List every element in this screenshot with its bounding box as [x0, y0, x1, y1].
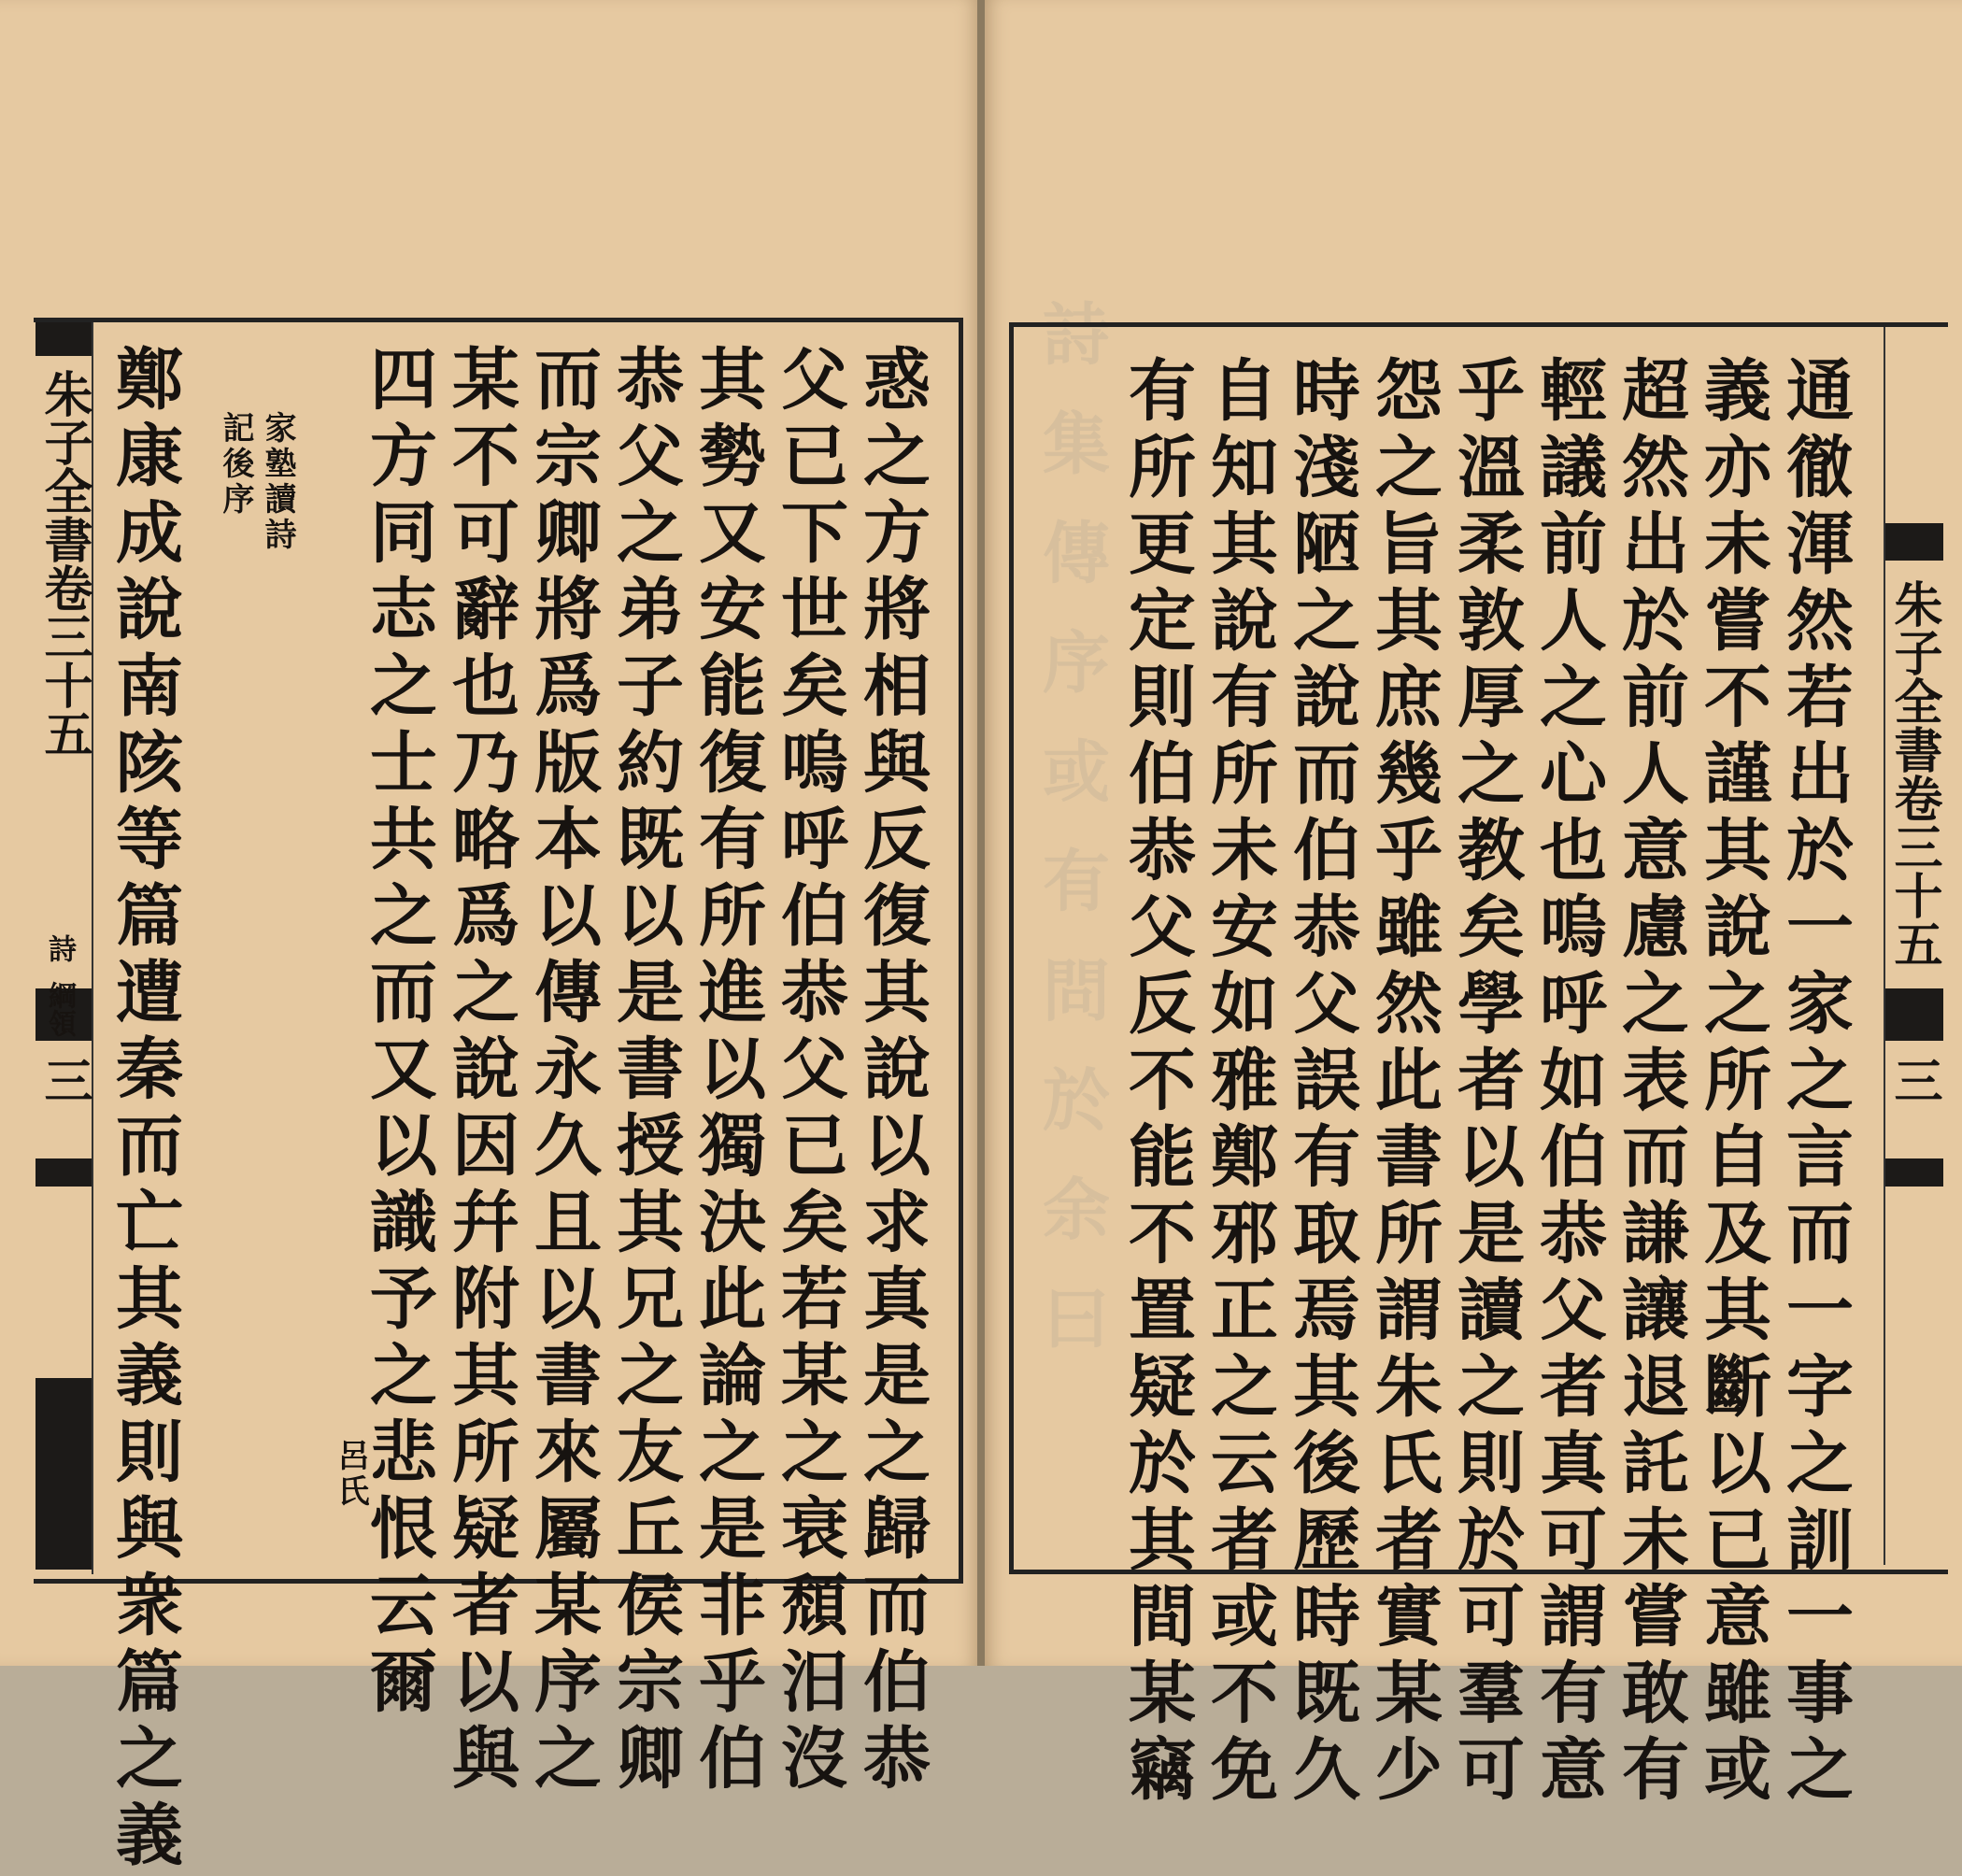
right-fishtail-bottom: [1885, 1158, 1943, 1187]
left-text-column-6: 某不可辭也乃略爲之說因幷附其所疑者以與: [441, 344, 520, 1799]
right-fishtail-mid: [1885, 988, 1943, 1041]
left-text-column-7: 四方同志之士共之而又以識予之悲恨云爾: [359, 344, 438, 1723]
right-header-title: 朱子全書卷三十五: [1885, 579, 1942, 968]
right-header-folio: 三: [1885, 1056, 1942, 1104]
left-fishtail-top: [36, 322, 92, 356]
show-through-text: 詩 集 傳 序 或 有 問 於 余 曰: [1031, 299, 1111, 1360]
left-text-column-3: 其勢又安能復有所進以獨決此論之是非乎伯: [688, 344, 767, 1799]
left-black-mouth: [36, 1378, 92, 1570]
right-text-column-9: 有所更定則伯恭父反不能不置疑於其間某竊: [1117, 355, 1197, 1811]
left-text-column-1: 惑之方將相與反復其說以求真是之歸而伯恭: [852, 344, 931, 1799]
right-text-column-6: 怨之旨其庶幾乎雖然此書所謂朱氏者實某少: [1364, 355, 1443, 1811]
right-fishtail-top: [1885, 523, 1943, 561]
right-text-column-5: 乎溫柔敦厚之教矣學者以是讀之則於可羣可: [1446, 355, 1526, 1811]
left-text-column-5: 而宗卿將爲版本以傳永久且以書來屬某序之: [523, 344, 603, 1799]
left-fishtail-bottom: [36, 1158, 92, 1187]
right-text-column-3: 超然出於前人意慮之表而謙讓退託未嘗敢有: [1611, 355, 1690, 1811]
right-text-column-8: 自知其說有所未安如雅鄭邪正之云者或不免: [1200, 355, 1279, 1811]
right-text-column-7: 時淺陋之說而伯恭父誤有取焉其後歷時既久: [1282, 355, 1361, 1811]
right-text-column-2: 義亦未嘗不謹其說之所自及其斷以已意雖或: [1693, 355, 1772, 1811]
left-header-section-b: 綱領: [43, 981, 76, 1037]
left-header-section-a: 詩: [43, 934, 76, 962]
left-header-title: 朱子全書卷三十五: [36, 369, 92, 758]
right-text-column-1: 通徹渾然若出於一家之言而一字之訓一事之: [1775, 355, 1855, 1811]
left-text-column-last: 鄭康成說南陔等篇遭秦而亡其義則與衆篇之義: [105, 344, 184, 1876]
left-small-note-1: 家塾讀詩: [259, 411, 296, 553]
right-page: [985, 0, 1962, 1811]
left-text-column-2: 父已下世矣嗚呼伯恭父已矣若某之衰頹汨沒: [770, 344, 849, 1799]
left-header-folio: 三: [36, 1056, 92, 1104]
right-text-column-4: 輕議前人之心也嗚呼如伯恭父者真可謂有意: [1528, 355, 1608, 1811]
left-text-column-4: 恭父之弟子約既以是書授其兄之友丘侯宗卿: [605, 344, 685, 1799]
left-small-note-2: 記後序: [217, 411, 254, 518]
left-attribution: 呂氏: [332, 1439, 369, 1510]
left-page: [0, 0, 979, 1876]
